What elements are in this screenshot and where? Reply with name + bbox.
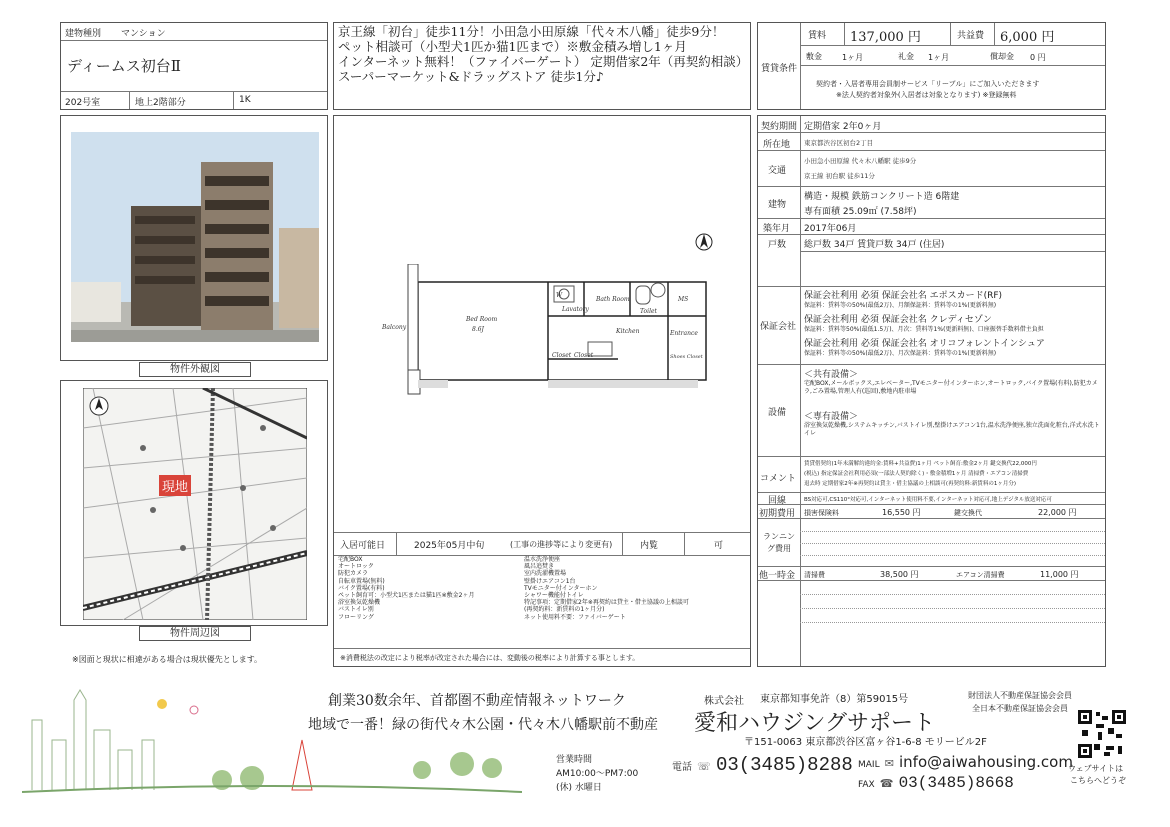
feature-right: TVモニター付インターホン xyxy=(524,584,598,592)
comment-line-3: 退去時 定期借家2年※再契約は貸主・借主協議の上相談可(再契約料:新賃料の1ヶ月分) xyxy=(804,481,1017,487)
building-structure: 構造・規模 鉄筋コンクリート造 6階建 xyxy=(804,192,960,202)
feature-list-right xyxy=(524,556,748,621)
guarantor-3-title: 保証会社利用 必須 保証会社名 オリコフォレントインシュア xyxy=(804,339,1045,349)
guarantor-2-title: 保証会社利用 必須 保証会社名 クレディセゾン xyxy=(804,315,992,325)
highlight-access: 京王線「初台」徒歩11分！小田急小田原線「代々木八幡」徒歩9分！ xyxy=(338,24,725,39)
association-1: 財団法人不動産保証協会会員 xyxy=(968,691,1072,700)
layout-type: 1K xyxy=(239,95,251,105)
amort-value: 0 円 xyxy=(1030,53,1046,62)
feature-left: 自転車置場(無料) xyxy=(338,577,385,585)
feature-right: 特記事項：定期借家2年※再契約は貸主・借主協議の上相談可 xyxy=(524,599,689,607)
phone-icon: ☏ xyxy=(697,760,711,773)
building-label: 建物 xyxy=(768,200,787,210)
closet2-label: Closet xyxy=(574,352,594,359)
tel-number[interactable]: 03(3485)8288 xyxy=(715,754,853,776)
feature-left: 防犯カメラ xyxy=(338,570,369,578)
deposit-label: 敷金 xyxy=(806,52,822,61)
initial-cost-1-value: 16,550 円 xyxy=(882,508,921,517)
feature-left: ペット飼育可：小型犬1匹または猫1匹※敷金2ヶ月 xyxy=(338,592,475,600)
building-photo xyxy=(71,132,319,342)
feature-list-left xyxy=(338,556,518,621)
transport-label: 交通 xyxy=(768,166,787,176)
ms-label: MS xyxy=(678,296,689,303)
guarantor-3-detail: 保証料：賃料等の50%(最低2万)、月次保証料：賃料等の1%(更新料無) xyxy=(804,350,997,357)
floorplan-box xyxy=(333,115,751,667)
guarantor-label: 保証会社 xyxy=(760,322,797,332)
address-value: 東京都渋谷区初台2丁目 xyxy=(804,139,874,147)
property-type-label: 建物種別 xyxy=(65,29,102,39)
mail-address[interactable]: info@aiwahousing.com xyxy=(899,753,1073,771)
feature-right: 風呂追焚き xyxy=(524,563,555,571)
units-value: 総戸数 34戸 賃貸戸数 34戸 (住居) xyxy=(804,240,945,250)
contract-label: 契約期間 xyxy=(761,122,798,132)
units-label: 戸数 xyxy=(768,240,787,250)
amort-label: 償却金 xyxy=(990,52,1014,61)
association-2: 全日本不動産保証協会会員 xyxy=(972,704,1068,713)
company-kabushiki: 株式会社 xyxy=(704,696,744,707)
viewing-value: 可 xyxy=(714,541,724,551)
feature-right: 室内洗濯機置場 xyxy=(524,570,567,578)
mail-icon: ✉ xyxy=(884,757,894,770)
toilet-label: Toilet xyxy=(640,308,657,315)
line-value: BS対応可,CS110°対応可,インターネット使用料不要,インターネット対応可,地上デジタル放送対応可 xyxy=(804,497,1052,503)
property-details xyxy=(757,115,1106,667)
w-label: W xyxy=(556,292,563,299)
fax-icon: ☎ xyxy=(879,777,894,790)
rent-note-1: 契約者・入居者専用会員制サービス「リーブル」にご加入いただきます xyxy=(816,80,1040,88)
map-frame xyxy=(60,380,328,626)
running-cost-label: ランニング費用 xyxy=(763,532,795,553)
entrance-label: Entrance xyxy=(670,330,698,337)
comment-line-2: (税込) 指定保証会社利用必須(一部法人契約除く)・敷金積増1ヶ月 清掃費・エアコン清掃費 xyxy=(804,471,1029,477)
movein-label: 入居可能日 xyxy=(340,541,386,551)
rent-label: 賃料 xyxy=(808,31,827,41)
closet1-label: Closet xyxy=(552,352,572,359)
key-money-label: 礼金 xyxy=(898,52,914,61)
current-location-marker xyxy=(159,475,191,496)
company-tagline-2: 地域で一番！緑の街代々木公園・代々木八幡駅前不動産 xyxy=(308,717,658,733)
feature-right: 壁掛けエアコン1台 xyxy=(524,577,576,585)
rent-section-label: 賃貸条件 xyxy=(761,64,798,74)
company-address: 〒151-0063 東京都渋谷区富ヶ谷1-6-8 モリービル2F xyxy=(744,737,987,748)
bedroom-label: Bed Room xyxy=(466,316,498,323)
comment-line-1: 賃貸借契約(1年未満解約違約金:賃料+共益費)1ヶ月 ペット飼育:敷金2ヶ月 鍵交換代22,000円 xyxy=(804,461,1037,467)
compass-icon xyxy=(694,232,714,252)
qr-code-icon[interactable] xyxy=(1078,710,1126,758)
tel-label: 電話 xyxy=(672,762,692,773)
map-caption: 物件周辺図 xyxy=(139,626,251,641)
built-label: 築年月 xyxy=(763,224,791,234)
initial-cost-2-name: 鍵交換代 xyxy=(954,509,982,517)
closed-day: (休) 水曜日 xyxy=(556,783,602,793)
company-name: 愛和ハウジングサポート xyxy=(694,711,936,736)
website-note-2: こちらへどうぞ xyxy=(1070,776,1126,785)
hours-value: AM10:00～PM7:00 xyxy=(556,769,639,779)
rent-note-2: ※法人契約者対象外(入居者は対象となります) ※登録無料 xyxy=(836,91,1017,99)
equipment-shared-heading: ＜共有設備＞ xyxy=(804,370,859,380)
feature-left: 浴室換気乾燥機 xyxy=(338,599,381,607)
property-type-value: マンション xyxy=(121,29,166,39)
disclaimer-text: ※図面と現状に相違がある場合は現状優先とします。 xyxy=(72,655,263,664)
highlight-internet: インターネット無料！（ファイバーゲート） 定期借家2年（再契約相談） xyxy=(338,54,749,69)
key-money-value: 1ヶ月 xyxy=(928,53,950,62)
rent-conditions xyxy=(757,22,1106,110)
kitchen-label: Kitchen xyxy=(616,328,640,335)
deposit-value: 1ヶ月 xyxy=(842,53,864,62)
license-number: 東京都知事免許（8）第59015号 xyxy=(760,694,909,705)
property-header xyxy=(60,22,328,110)
feature-left: バストイレ別 xyxy=(338,606,374,614)
onetime-2-name: エアコン清掃費 xyxy=(956,571,1005,579)
highlights-box xyxy=(333,22,751,110)
movein-value: 2025年05月中旬 xyxy=(414,541,485,551)
onetime-2-value: 11,000 円 xyxy=(1040,570,1079,579)
area-map xyxy=(83,388,307,620)
movein-row xyxy=(334,532,750,556)
shoes-closet-label: Shoes Closet xyxy=(670,354,703,360)
built-value: 2017年06月 xyxy=(804,224,857,234)
onetime-1-name: 清掃費 xyxy=(804,571,825,579)
fax-block xyxy=(858,772,1014,792)
feature-right: 温水洗浄便座 xyxy=(524,556,561,563)
mail-label: MAIL xyxy=(858,760,880,770)
fax-label: FAX xyxy=(858,780,875,790)
lavatory-label: Lavatory xyxy=(562,306,589,313)
onetime-1-value: 38,500 円 xyxy=(880,570,919,579)
feature-left: フローリング xyxy=(338,613,374,621)
bath-label: Bath Room xyxy=(596,296,630,303)
guarantor-1-detail: 保証料：賃料等の50%(最低2万)、月額保証料：賃料等の1%(更新料無) xyxy=(804,302,997,309)
contract-value: 定期借家 2年0ヶ月 xyxy=(804,122,882,132)
feature-left: バイク置場(有料) xyxy=(338,584,385,592)
telephone-block xyxy=(672,754,853,776)
initial-cost-1-name: 損害保険料 xyxy=(804,509,839,517)
transport-line-1: 小田急小田原線 代々木八幡駅 徒歩9分 xyxy=(804,157,917,165)
hours-label: 営業時間 xyxy=(556,755,593,765)
fee-value: 6,000 円 xyxy=(1000,30,1055,45)
rent-value: 137,000 円 xyxy=(850,30,921,45)
guarantor-1-title: 保証会社利用 必須 保証会社名 エポスカード(RF) xyxy=(804,291,1003,301)
feature-left: オートロック xyxy=(338,563,374,571)
equipment-label: 設備 xyxy=(768,408,787,418)
balcony-label: Balcony xyxy=(382,324,407,331)
tax-note: ※消費税法の改定により税率が改定された場合には、変動後の税率により計算する事とします。 xyxy=(340,654,640,662)
fax-number: 03(3485)8668 xyxy=(898,774,1014,792)
address-label: 所在地 xyxy=(763,140,791,150)
transport-line-2: 京王線 初台駅 徒歩11分 xyxy=(804,172,875,180)
initial-cost-label: 初期費用 xyxy=(759,509,796,519)
initial-cost-2-value: 22,000 円 xyxy=(1038,508,1077,517)
line-label: 回線 xyxy=(768,496,787,506)
mail-block xyxy=(858,752,1073,771)
equipment-shared: 宅配BOX,メールボックス,エレベーター,TVモニター付インターホン,オートロック,バイク置場(有料),防犯カメラ,ごみ置場,管理人有(巡回),敷地内駐車場 xyxy=(804,380,1098,395)
floor-info: 地上2階部分 xyxy=(135,98,186,108)
current-location-label: 現地 xyxy=(162,480,189,495)
feature-right: ネット使用料不要：ファイバーゲート xyxy=(524,613,626,621)
equipment-private: 浴室換気乾燥機,システムキッチン,バストイレ別,壁掛けエアコン1台,温水洗浄便座,独立洗面化粧台,洋式水洗トイレ xyxy=(804,422,1100,437)
feature-right: (再契約料：新賃料の1ヶ月分) xyxy=(524,606,605,614)
property-name: ディームス初台Ⅱ xyxy=(67,57,181,75)
building-area: 専有面積 25.09㎡ (7.58坪) xyxy=(804,207,917,217)
room-number: 202号室 xyxy=(65,98,101,108)
highlight-pets: ペット相談可（小型犬1匹か猫1匹まで）※敷金積み増し1ヶ月 xyxy=(338,39,687,54)
viewing-label: 内覧 xyxy=(640,541,659,551)
equipment-private-heading: ＜専有設備＞ xyxy=(804,412,859,422)
exterior-caption: 物件外観図 xyxy=(139,362,251,377)
feature-right: シャワー機能付トイレ xyxy=(524,592,584,600)
fee-label: 共益費 xyxy=(957,31,985,41)
feature-left: 宅配BOX xyxy=(338,556,363,563)
company-tagline-1: 創業30数余年、首都圏不動産情報ネットワーク xyxy=(328,693,626,709)
guarantor-2-detail: 保証料：賃料等50%(最低1.5万)、月次：賃料等1%(更新料無)、口座振替手数料借主負担 xyxy=(804,326,1044,333)
onetime-label: 他一時金 xyxy=(759,571,796,581)
comment-label: コメント xyxy=(760,474,797,484)
website-note-1: ウェブサイトは xyxy=(1068,764,1124,773)
movein-note: (工事の進捗等により変更有) xyxy=(510,540,613,549)
floorplan-drawing xyxy=(378,264,708,414)
exterior-photo-frame xyxy=(60,115,328,361)
bedroom-size: 8.6J xyxy=(472,326,484,333)
highlight-shop: スーパーマーケット&ドラッグストア 徒歩1分♪ xyxy=(338,69,604,84)
